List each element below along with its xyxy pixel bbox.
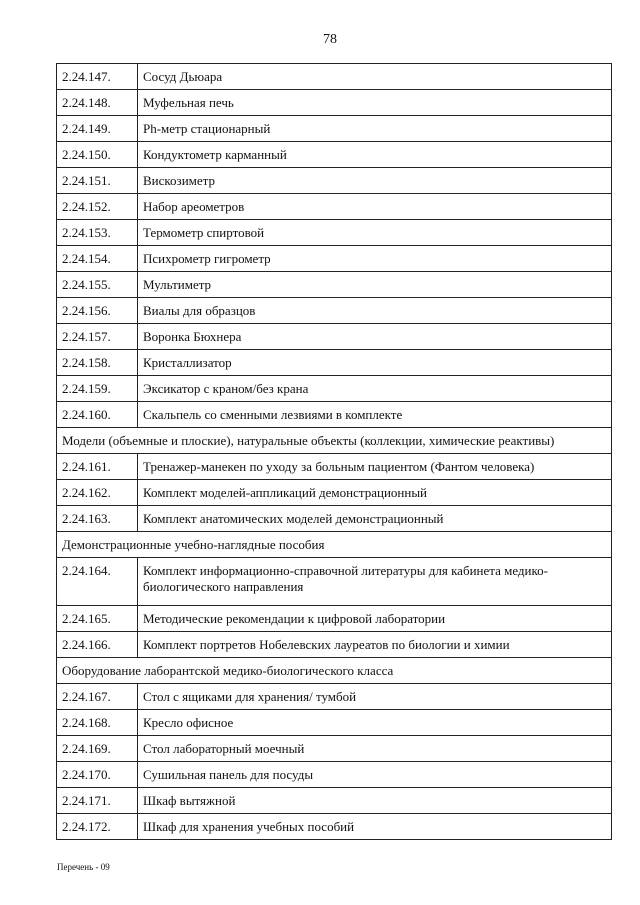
table-row	[57, 632, 612, 658]
item-name: Термометр спиртовой	[138, 220, 612, 246]
item-name: Набор ареометров	[138, 194, 612, 220]
section-title: Демонстрационные учебно-наглядные пособия	[57, 532, 612, 558]
table-row	[57, 736, 612, 762]
section-header-row	[57, 658, 612, 684]
table-row	[57, 762, 612, 788]
item-number: 2.24.154.	[57, 246, 138, 272]
item-name: Кристаллизатор	[138, 350, 612, 376]
table-row	[57, 684, 612, 710]
item-number: 2.24.161.	[57, 454, 138, 480]
item-number: 2.24.148.	[57, 90, 138, 116]
item-number: 2.24.164.	[57, 558, 138, 606]
table-row	[57, 558, 612, 606]
item-number: 2.24.162.	[57, 480, 138, 506]
item-name: Комплект моделей-аппликаций демонстрационный	[138, 480, 612, 506]
table-row	[57, 64, 612, 90]
item-number: 2.24.149.	[57, 116, 138, 142]
item-number: 2.24.147.	[57, 64, 138, 90]
item-name: Методические рекомендации к цифровой лаборатории	[138, 606, 612, 632]
table-row	[57, 710, 612, 736]
page-number: 78	[323, 32, 337, 47]
item-name: Комплект портретов Нобелевских лауреатов по биологии и химии	[138, 632, 612, 658]
table-row	[57, 142, 612, 168]
table-row	[57, 402, 612, 428]
item-number: 2.24.159.	[57, 376, 138, 402]
item-name: Виалы для образцов	[138, 298, 612, 324]
item-number: 2.24.152.	[57, 194, 138, 220]
item-number: 2.24.156.	[57, 298, 138, 324]
item-name: Стол с ящиками для хранения/ тумбой	[138, 684, 612, 710]
table-row	[57, 814, 612, 840]
section-header-row	[57, 532, 612, 558]
item-number: 2.24.153.	[57, 220, 138, 246]
item-number: 2.24.169.	[57, 736, 138, 762]
item-number: 2.24.158.	[57, 350, 138, 376]
table-row	[57, 480, 612, 506]
item-number: 2.24.166.	[57, 632, 138, 658]
item-name: Кресло офисное	[138, 710, 612, 736]
table-row	[57, 194, 612, 220]
item-number: 2.24.151.	[57, 168, 138, 194]
item-name: Кондуктометр карманный	[138, 142, 612, 168]
table-row	[57, 116, 612, 142]
item-name: Сосуд Дьюара	[138, 64, 612, 90]
item-number: 2.24.157.	[57, 324, 138, 350]
item-name: Сушильная панель для посуды	[138, 762, 612, 788]
item-name: Шкаф для хранения учебных пособий	[138, 814, 612, 840]
item-number: 2.24.171.	[57, 788, 138, 814]
item-number: 2.24.155.	[57, 272, 138, 298]
table-row	[57, 606, 612, 632]
table-row	[57, 298, 612, 324]
table-row	[57, 272, 612, 298]
item-name: Воронка Бюхнера	[138, 324, 612, 350]
table-row	[57, 168, 612, 194]
table-row	[57, 90, 612, 116]
item-name: Стол лабораторный моечный	[138, 736, 612, 762]
item-name: Тренажер-манекен по уходу за больным пациентом (Фантом человека)	[138, 454, 612, 480]
table-row	[57, 350, 612, 376]
table-row	[57, 506, 612, 532]
item-number: 2.24.150.	[57, 142, 138, 168]
item-number: 2.24.163.	[57, 506, 138, 532]
item-name: Комплект анатомических моделей демонстрационный	[138, 506, 612, 532]
table-row	[57, 454, 612, 480]
item-number: 2.24.165.	[57, 606, 138, 632]
equipment-table	[56, 63, 612, 840]
item-name: Скальпель со сменными лезвиями в комплекте	[138, 402, 612, 428]
item-name: Шкаф вытяжной	[138, 788, 612, 814]
item-name: Муфельная печь	[138, 90, 612, 116]
item-number: 2.24.160.	[57, 402, 138, 428]
item-name: Комплект информационно-справочной литературы для кабинета медико-биологического направления	[138, 558, 612, 606]
document-footer: Перечень - 09	[57, 862, 110, 872]
item-number: 2.24.170.	[57, 762, 138, 788]
item-name: Вискозиметр	[138, 168, 612, 194]
item-number: 2.24.168.	[57, 710, 138, 736]
item-name: Психрометр гигрометр	[138, 246, 612, 272]
table-row	[57, 246, 612, 272]
section-title: Оборудование лаборантской медико-биологического класса	[57, 658, 612, 684]
table-row	[57, 220, 612, 246]
table-row	[57, 376, 612, 402]
item-name: Мультиметр	[138, 272, 612, 298]
table-body	[57, 64, 612, 840]
item-name: Ph-метр стационарный	[138, 116, 612, 142]
section-title: Модели (объемные и плоские), натуральные объекты (коллекции, химические реактивы)	[57, 428, 612, 454]
item-name: Эксикатор с краном/без крана	[138, 376, 612, 402]
table-row	[57, 788, 612, 814]
item-number: 2.24.167.	[57, 684, 138, 710]
section-header-row	[57, 428, 612, 454]
table-row	[57, 324, 612, 350]
item-number: 2.24.172.	[57, 814, 138, 840]
